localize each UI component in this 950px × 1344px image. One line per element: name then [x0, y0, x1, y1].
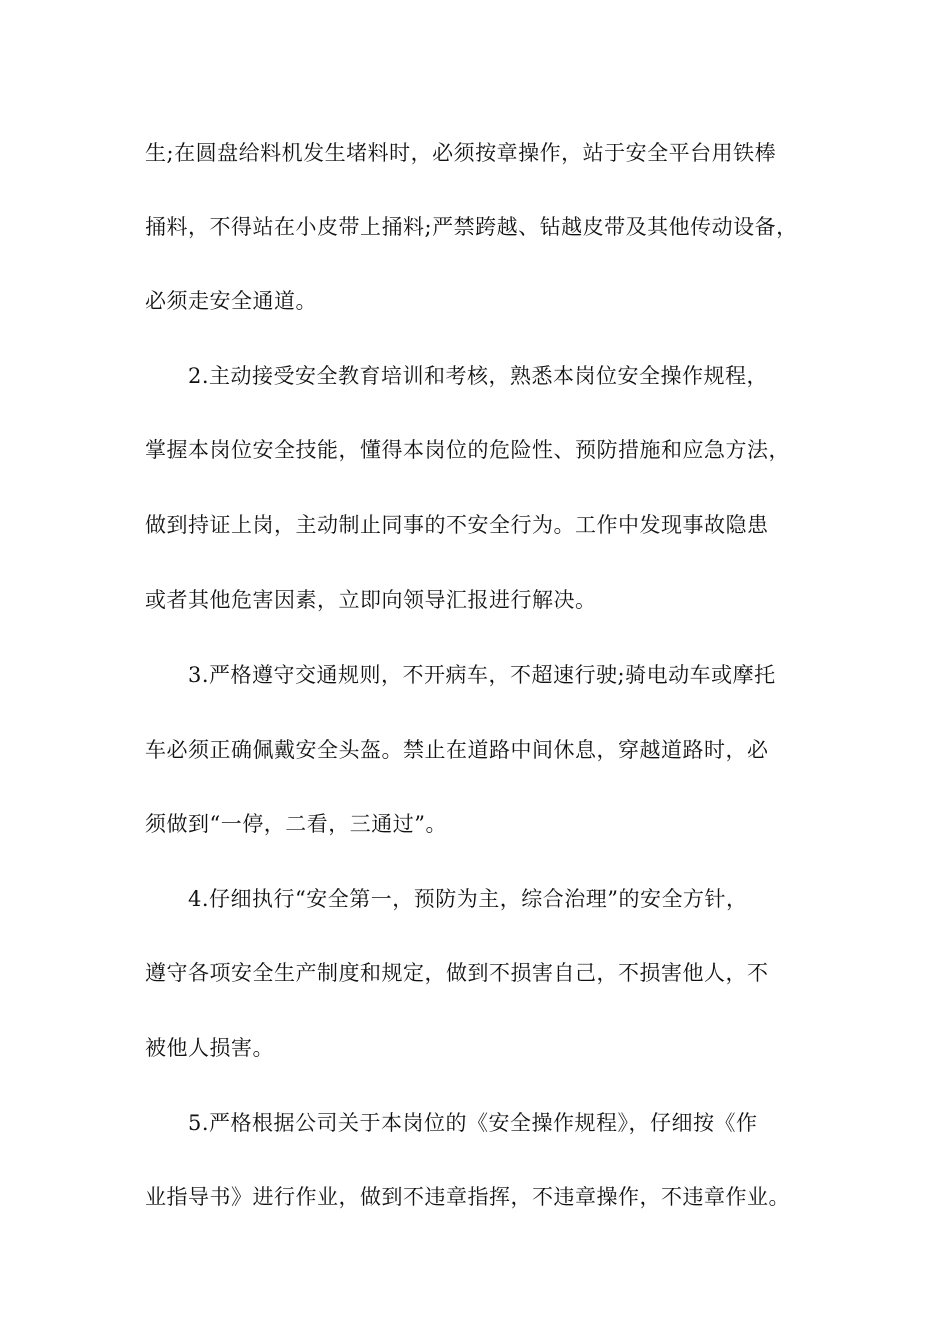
text-line: 做到持证上岗，主动制止同事的不安全行为。工作中发现事故隐患: [145, 513, 769, 537]
text-line: 业指导书》进行作业，做到不违章指挥，不违章操作，不违章作业。: [145, 1185, 790, 1209]
text-line: 必须走安全通道。: [145, 289, 317, 313]
paragraph-4-start: 4.仔细执行“安全第一，预防为主，综合治理”的安全方针，: [188, 887, 748, 911]
text-line: 被他人损害。: [145, 1036, 274, 1060]
paragraph-5-start: 5.严格根据公司关于本岗位的《安全操作规程》，仔细按《作: [188, 1111, 758, 1135]
text-line: 遵守各项安全生产制度和规定，做到不损害自己，不损害他人，不: [145, 961, 769, 985]
text-line: 掌握本岗位安全技能，懂得本岗位的危险性、预防措施和应急方法，: [145, 438, 790, 462]
paragraph-2-start: 2.主动接受安全教育培训和考核，熟悉本岗位安全操作规程，: [188, 364, 769, 388]
text-line: 车必须正确佩戴安全头盔。禁止在道路中间休息，穿越道路时，必: [145, 738, 769, 762]
paragraph-3-start: 3.严格遵守交通规则，不开病车，不超速行驶;骑电动车或摩托: [188, 663, 776, 687]
text-line: 或者其他危害因素，立即向领导汇报进行解决。: [145, 588, 597, 612]
text-line: 须做到“一停，二看，三通过”。: [145, 812, 447, 836]
text-line: 捅料，不得站在小皮带上捅料;严禁跨越、钻越皮带及其他传动设备，: [145, 215, 798, 239]
text-line: 生;在圆盘给料机发生堵料时，必须按章操作，站于安全平台用铁棒: [145, 141, 777, 165]
